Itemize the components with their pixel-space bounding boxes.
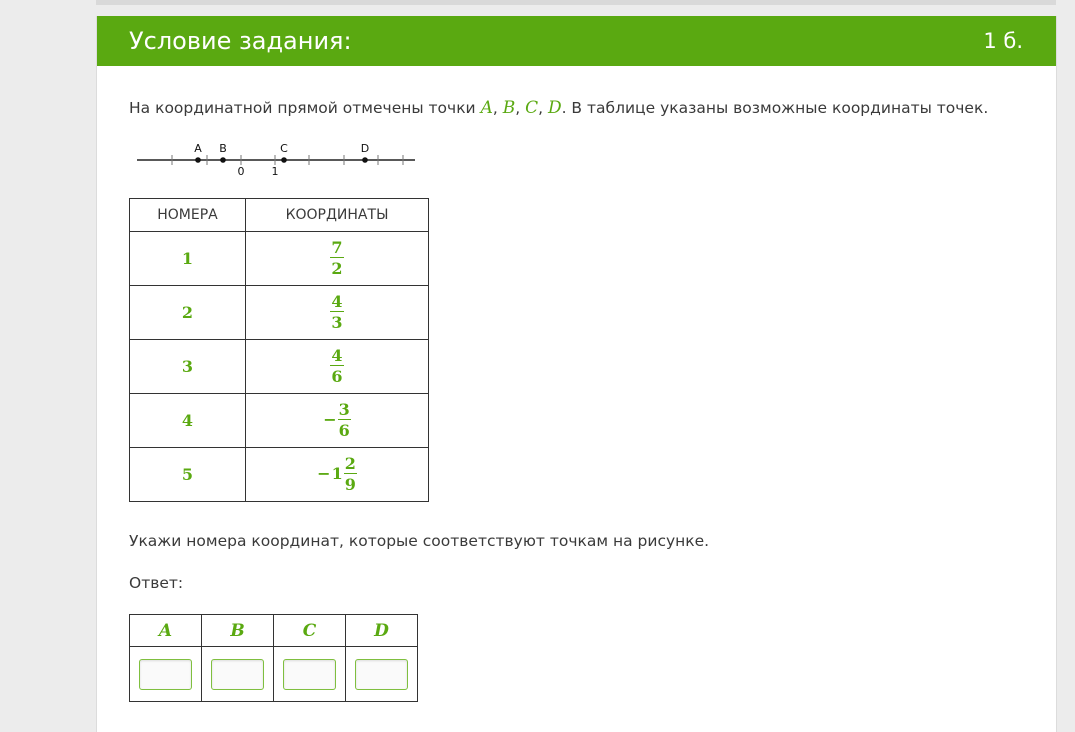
top-strip <box>96 0 1056 5</box>
answer-table <box>129 614 418 702</box>
answer-cell-d <box>346 647 418 702</box>
row-number: 3 <box>130 340 246 394</box>
answer-cell-b <box>202 647 274 702</box>
fraction <box>338 400 351 441</box>
fraction-denominator: 6 <box>338 421 350 440</box>
answer-label: Ответ: <box>129 574 184 592</box>
row-coordinate <box>246 448 429 502</box>
fraction-numerator: 4 <box>331 346 343 365</box>
table-row <box>130 232 429 286</box>
fraction-denominator: 3 <box>331 313 343 332</box>
table-row <box>130 340 429 394</box>
answer-input-c[interactable] <box>283 659 336 690</box>
point-c-var: C <box>525 98 539 118</box>
table-row <box>130 448 429 502</box>
row-coordinate <box>246 340 429 394</box>
point-c <box>281 157 287 163</box>
row-number: 2 <box>130 286 246 340</box>
fraction-denominator: 2 <box>331 259 343 278</box>
answer-input-b[interactable] <box>211 659 264 690</box>
task-header <box>97 16 1056 66</box>
task-content <box>97 96 1056 702</box>
fraction-numerator: 3 <box>338 400 350 419</box>
row-coordinate <box>246 394 429 448</box>
row-number: 5 <box>130 448 246 502</box>
fraction <box>330 238 343 279</box>
coordinates-table <box>129 198 429 502</box>
point-a-label: A <box>194 142 202 155</box>
answer-cell-a <box>130 647 202 702</box>
row-coordinate <box>246 286 429 340</box>
task-intro: На координатной прямой отмечены точки A, B, C, D. В таблице указаны возможные координаты точек. <box>129 98 989 118</box>
task-title: Условие задания: <box>129 27 352 55</box>
task-points: 1 б. <box>983 29 1023 53</box>
answer-col-b: B <box>202 615 274 647</box>
col-header-coordinates: КООРДИНАТЫ <box>246 199 429 232</box>
answer-input-a[interactable] <box>139 659 192 690</box>
point-d <box>362 157 368 163</box>
row-coordinate <box>246 232 429 286</box>
minus-sign: − <box>323 410 337 429</box>
intro-text-before: На координатной прямой отмечены точки <box>129 99 481 117</box>
point-a <box>195 157 201 163</box>
tick-label-zero: 0 <box>237 165 245 178</box>
fraction-numerator: 2 <box>344 454 356 473</box>
fraction <box>344 454 357 495</box>
point-d-label: D <box>360 142 370 155</box>
fraction-numerator: 4 <box>331 292 343 311</box>
whole-part: 1 <box>331 464 343 483</box>
number-line <box>133 140 415 180</box>
point-d-var: D <box>547 98 562 118</box>
fraction-denominator: 9 <box>344 475 356 494</box>
point-c-label: C <box>280 142 288 155</box>
answer-col-d: D <box>346 615 418 647</box>
minus-sign: − <box>317 464 331 483</box>
fraction-denominator: 6 <box>331 367 343 386</box>
row-number: 4 <box>130 394 246 448</box>
tick-label-one: 1 <box>271 165 279 178</box>
point-b-label: B <box>219 142 227 155</box>
answer-cell-c <box>274 647 346 702</box>
answer-col-c: C <box>274 615 346 647</box>
row-number: 1 <box>130 232 246 286</box>
answer-input-d[interactable] <box>355 659 408 690</box>
table-row <box>130 286 429 340</box>
fraction-numerator: 7 <box>331 238 343 257</box>
col-header-numbers: НОМЕРА <box>130 199 246 232</box>
point-a-var: A <box>480 98 493 118</box>
table-row <box>130 394 429 448</box>
question-text: Укажи номера координат, которые соответствуют точкам на рисунке. <box>129 532 710 550</box>
answer-col-a: A <box>130 615 202 647</box>
point-b <box>220 157 226 163</box>
intro-text-after: . В таблице указаны возможные координаты точек. <box>561 99 989 117</box>
point-b-var: B <box>502 98 516 118</box>
fraction <box>330 292 343 333</box>
fraction <box>330 346 343 387</box>
task-card <box>96 16 1057 732</box>
